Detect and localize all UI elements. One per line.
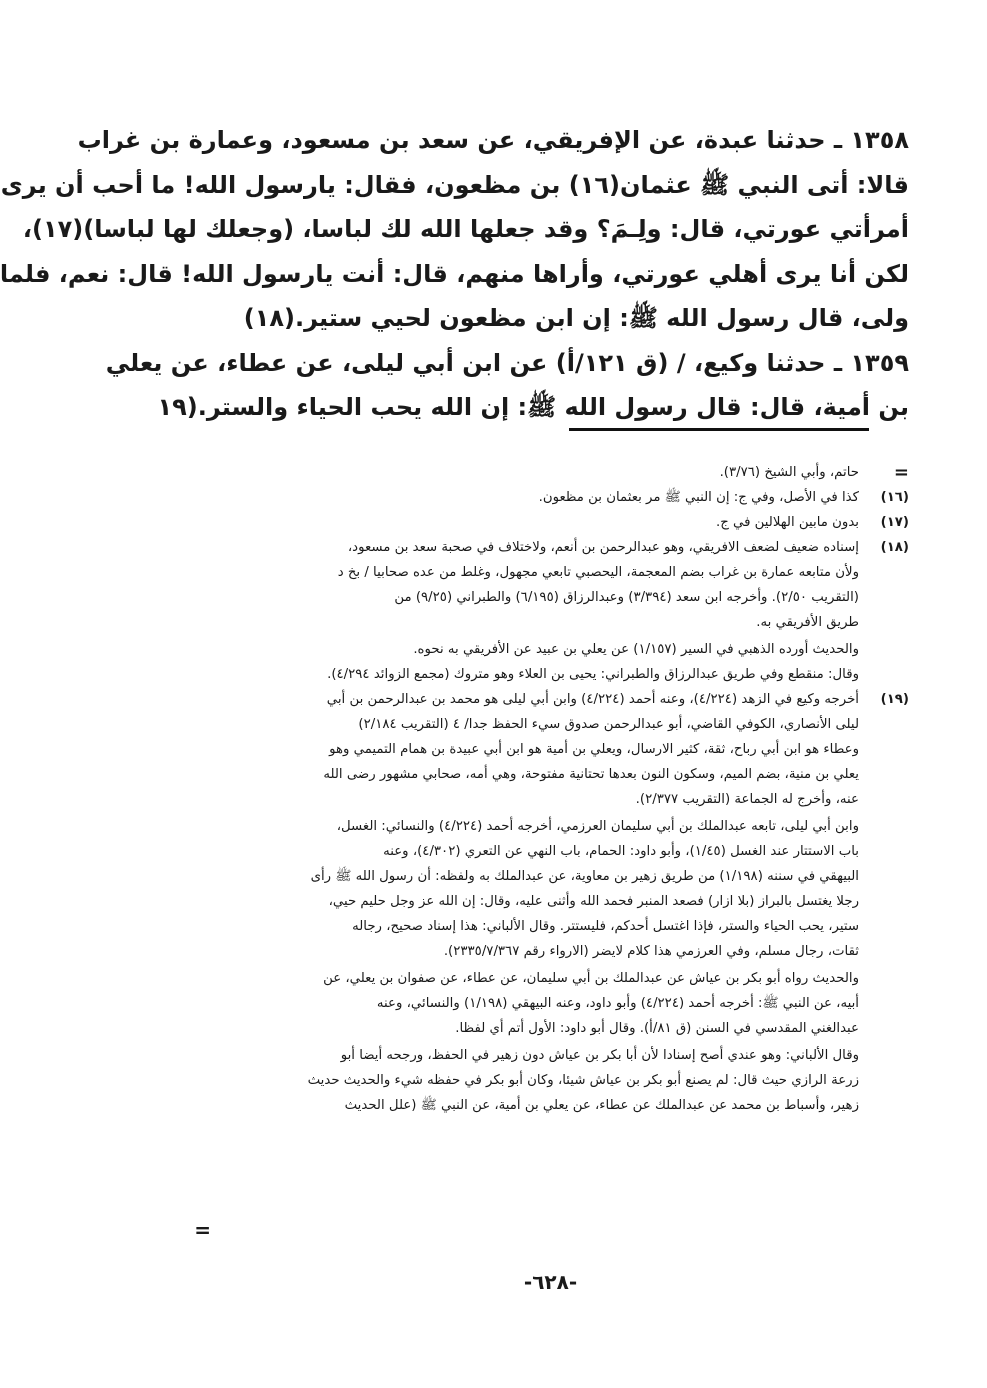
footnote-marker: (١٨) bbox=[880, 540, 909, 555]
footnote-line: البيهقي في سننه (١/١٩٨) من طريق زهير بن معاوية، عن عبدالملك به ولفظه: أن رسول الله ﷺ رأى bbox=[310, 869, 859, 884]
footnote-continuation bbox=[184, 460, 909, 485]
footnote-separator-rule bbox=[569, 428, 869, 431]
footnote-line: باب الاستتار عند الغسل (١/٤٥)، وأبو داود: الحمام، باب النهي عن التعري (٤/٣٠٢)، وعنه bbox=[383, 844, 859, 859]
footnote-line: حاتم، وأبي الشيخ (٣/٧٦). bbox=[719, 465, 859, 480]
footnote-line: زرعة الرازي حيث قال: لم يصنع أبو بكر بن عياش شيئا، وكان أبو بكر في حفظه شيء والحديث حديث bbox=[307, 1073, 859, 1088]
main-line: ١٣٥٩ ـ حدثنا وكيع، / (ق ١٢١/أ) عن ابن أبي ليلى، عن عطاء، عن يعلي bbox=[105, 348, 909, 377]
continued-marker: = bbox=[194, 1218, 211, 1242]
main-hadith-text bbox=[0, 118, 909, 430]
page-number: -٦٢٨- bbox=[523, 1270, 578, 1294]
footnote-line: والحديث أورده الذهبي في السير (١/١٥٧) عن يعلي بن عبيد عن الأفريقي به نحوه. bbox=[413, 642, 859, 657]
main-line: أمرأتي عورتي، قال: ولِـمَ؟ وقد جعلها الله لك لباسا، (وجعلك لها لباسا)(١٧)، bbox=[22, 215, 909, 243]
footnote-18 bbox=[184, 535, 909, 687]
footnote-line: طريق الأفريقي به. bbox=[756, 615, 859, 630]
footnote-line: وابن أبي ليلى، تابعه عبدالملك بن أبي سليمان العرزمي، أخرجه أحمد (٤/٢٢٤) والنسائي: الغسل، bbox=[336, 819, 859, 834]
continuation-marker: = bbox=[893, 462, 909, 483]
footnote-19 bbox=[184, 687, 909, 1118]
footnote-line: عنه، وأخرج له الجماعة (التقريب ٢/٣٧٧). bbox=[635, 792, 859, 807]
footnote-line: والحديث رواه أبو بكر بن عياش عن عبدالملك بن أبي سليمان، عن عطاء، عن صفوان بن يعلي، عن bbox=[323, 971, 859, 986]
footnote-line: وقال: منقطع وفي طريق عبدالرزاق والطبراني: يحيى بن العلاء وهو متروك (مجمع الزوائد ٤/٢٩٤). bbox=[327, 667, 859, 682]
footnote-line: أبيه، عن النبي ﷺ: أخرجه أحمد (٤/٢٢٤) وأبو داود، وعنه البيهقي (١/١٩٨) والنسائي، وعنه bbox=[376, 996, 859, 1011]
footnote-line: وقال الألباني: وهو عندي أصح إسنادا لأن أبا بكر بن عياش دون زهير في الحفظ، ورجحه أيضا أبو bbox=[340, 1048, 859, 1063]
footnote-line: ولأن متابعه عمارة بن غراب بضم المعجمة، اليحصبي تابعي مجهول، وغلط من عده صحابيا / بخ د bbox=[337, 565, 859, 580]
footnote-16 bbox=[184, 485, 909, 510]
footnote-line: ستير، يحب الحياء والستر، فإذا اغتسل أحدكم، فليستتر. وقال الألباني: هذا إسناد صحيح، رجاله bbox=[352, 919, 859, 934]
footnote-17 bbox=[184, 510, 909, 535]
footnote-line: رجلا يغتسل بالبراز (بلا ازار) فصعد المنبر فحمد الله وأثنى عليه، وقال: إن الله عز وجل حليم حيي، bbox=[328, 894, 859, 909]
main-line: لكن أنا يرى أهلي عورتي، وأراها منهم، قال: أنت يارسول الله! قال: نعم، فلما bbox=[0, 259, 909, 288]
footnote-line: ثقات، رجال مسلم، وفي العرزمي هذا كلام لايضر (الارواء رقم ٢٣٣٥/٧/٣٦٧). bbox=[443, 944, 859, 959]
main-line: بن أمية، قال: قال رسول الله ﷺ: إن الله يحب الحياء والستر.(١٩ bbox=[157, 393, 909, 421]
main-line: ولى، قال رسول الله ﷺ: إن ابن مظعون لحيي ستير.(١٨) bbox=[243, 304, 909, 332]
footnote-line: عبدالغني المقدسي في السنن (ق ٨١/أ). وقال أبو داود: الأول أتم أي لفظا. bbox=[455, 1021, 859, 1036]
main-line: ١٣٥٨ ـ حدثنا عبدة، عن الإفريقي، عن سعد بن مسعود، وعمارة بن غراب bbox=[77, 126, 909, 154]
footnote-line: (التقريب ٢/٥٠). وأخرجه ابن سعد (٣/٣٩٤) وعبدالرزاق (٦/١٩٥) والطبراني (٩/٢٥) من bbox=[394, 590, 859, 605]
main-line: قالا: أتى النبي ﷺ عثمان(١٦) بن مظعون، فقال: يارسول الله! ما أحب أن يرى bbox=[0, 170, 909, 199]
footnote-line: زهير، وأسباط بن محمد عن عبدالملك عن عطاء، عن يعلي بن أمية، عن النبي ﷺ (علل الحديث bbox=[344, 1098, 859, 1113]
footnote-line: كذا في الأصل، وفي ج: إن النبي ﷺ مر بعثمان بن مظعون. bbox=[538, 490, 859, 505]
footnote-line: أخرجه وكيع في الزهد (٤/٢٢٤)، وعنه أحمد (٤/٢٢٤) وابن أبي ليلى هو محمد بن عبدالرحمن بن أبي bbox=[326, 692, 859, 707]
footnote-marker: (١٦) bbox=[880, 490, 909, 505]
footnote-line: إسناده ضعيف لضعف الافريقي، وهو عبدالرحمن بن أنعم، ولاختلاف في صحبة سعد بن مسعود، bbox=[347, 540, 859, 555]
footnote-line: بدون مابين الهلالين في ج. bbox=[715, 515, 859, 530]
footnote-line: وعطاء هو ابن أبي رباح، ثقة، كثير الارسال، ويعلي بن أمية هو ابن أبي عبيدة بن همام التميمي وهو bbox=[329, 742, 859, 757]
footnote-marker: (١٩) bbox=[880, 692, 909, 707]
footnote-line: ليلى الأنصاري، الكوفي القاضي، أبو عبدالرحمن صدوق سيء الحفظ جدا/ ٤ (التقريب ٢/١٨٤) bbox=[358, 717, 859, 732]
footnote-marker: (١٧) bbox=[880, 515, 909, 530]
footnotes-section bbox=[184, 460, 909, 1118]
footnote-line: يعلي بن منية، بضم الميم، وسكون النون بعدها تحتانية مفتوحة، وهي أمه، صحابي مشهور رضى الله bbox=[323, 767, 859, 782]
